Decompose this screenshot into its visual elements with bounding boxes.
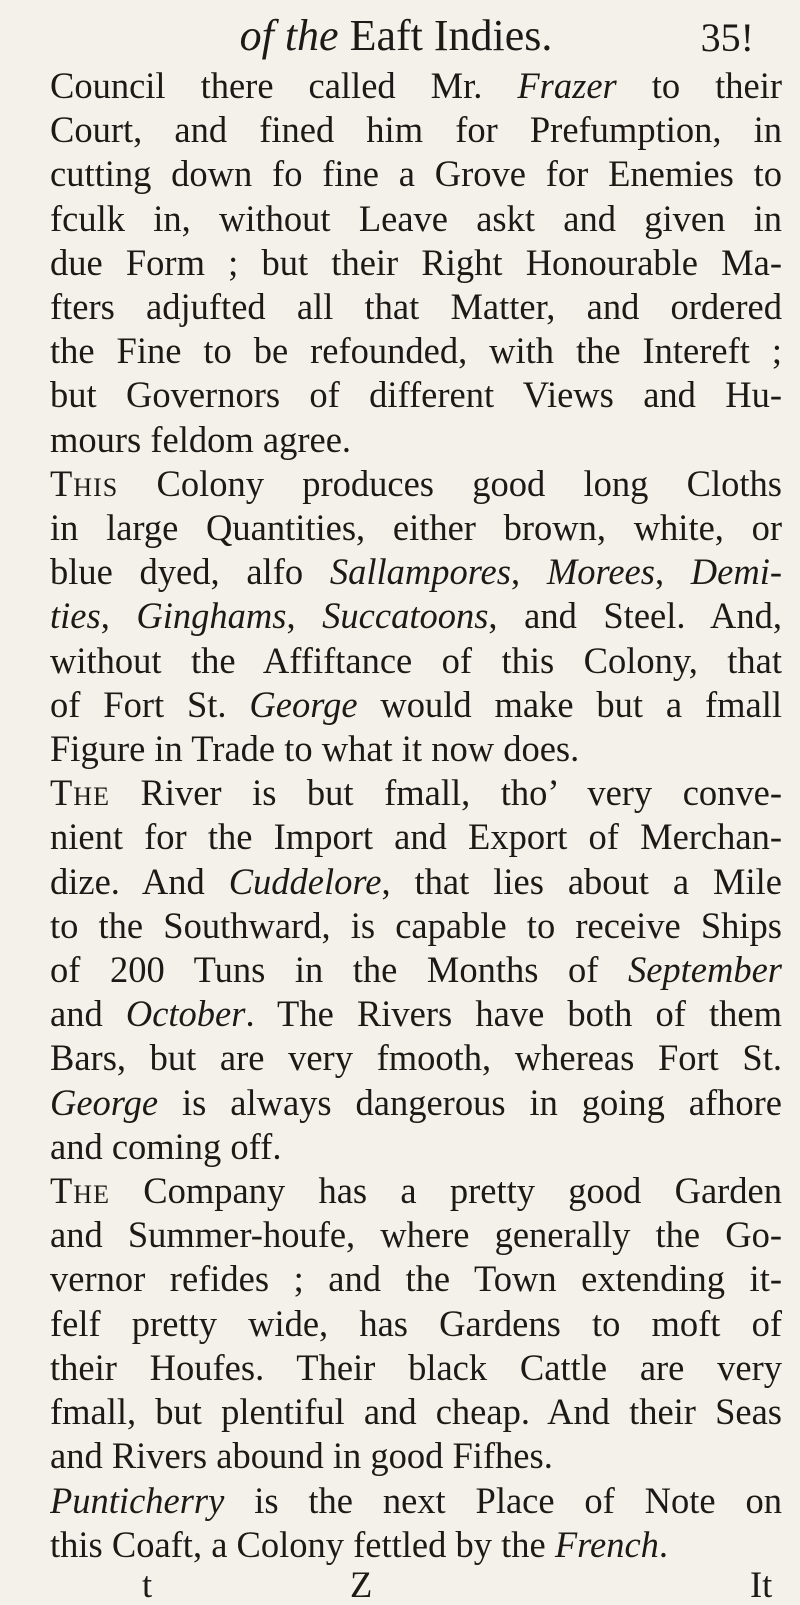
- text-run: and Rivers abound in good Fifhes.: [50, 1435, 553, 1477]
- text-run: River is but fmall, tho’ very conve-: [109, 772, 782, 814]
- text-line: [50, 1434, 782, 1478]
- text-run: to their: [616, 65, 782, 106]
- small-caps-run: This: [50, 462, 119, 504]
- text-line: [50, 285, 782, 329]
- text-line: [50, 860, 782, 904]
- text-run: ,: [286, 595, 323, 637]
- text-line: [50, 1523, 782, 1567]
- text-run: Figure in Trade to what it now does.: [50, 728, 580, 770]
- running-head: [50, 0, 782, 62]
- running-title-italic: of the: [239, 11, 339, 60]
- text-line: [50, 1257, 782, 1301]
- text-line: [50, 329, 782, 373]
- text-run: ,: [510, 551, 547, 593]
- text-line: [50, 1302, 782, 1346]
- text-run: to the Southward, is capable to receive Ships: [50, 904, 782, 946]
- running-title: [50, 11, 782, 60]
- body-text: [50, 64, 782, 1567]
- text-line: [50, 771, 782, 815]
- text-line: [50, 373, 782, 417]
- signature-letter: Z: [350, 1563, 373, 1605]
- text-run: is the next Place of Note on: [224, 1479, 782, 1521]
- text-line: [50, 904, 782, 948]
- italic-run: George: [50, 1081, 159, 1123]
- text-line: [50, 1125, 782, 1169]
- text-run: of 200 Tuns in the Months of: [50, 949, 628, 991]
- text-run: fters adjufted all that Matter, and ordered: [50, 286, 782, 328]
- text-line: [50, 727, 782, 771]
- text-line: [50, 594, 782, 638]
- text-run: dize. And: [50, 860, 229, 902]
- italic-run: French: [554, 1523, 659, 1565]
- text-line: [50, 506, 782, 550]
- text-run: vernor refides ; and the Town extending it-: [50, 1258, 782, 1300]
- text-run: Colony produces good long Cloths: [118, 462, 782, 504]
- italic-run: Ginghams: [136, 595, 287, 637]
- italic-run: George: [249, 683, 358, 725]
- text-run: ,: [654, 551, 691, 593]
- text-line: [50, 241, 782, 285]
- text-run: fculk in, without Leave askt and given in: [50, 197, 782, 239]
- text-run: but Governors of different Views and Hu-: [50, 374, 782, 416]
- text-run: Council there called Mr.: [50, 65, 518, 106]
- text-run: this Coaft, a Colony fettled by the: [50, 1523, 555, 1565]
- text-line: [50, 1479, 782, 1523]
- italic-run: Demi-: [690, 551, 782, 593]
- text-line: [50, 152, 782, 196]
- text-run: , and Steel. And,: [488, 595, 782, 637]
- text-run: ,: [100, 595, 137, 637]
- text-run: .: [658, 1523, 669, 1565]
- small-caps-run: The: [50, 1170, 110, 1212]
- text-line: [50, 948, 782, 992]
- text-run: mours feldom agree.: [50, 418, 352, 460]
- italic-run: Punticherry: [50, 1479, 225, 1521]
- text-line: [50, 683, 782, 727]
- text-run: in large Quantities, either brown, white, or: [50, 507, 782, 549]
- text-line: [50, 992, 782, 1036]
- text-run: Company has a pretty good Garden: [109, 1170, 782, 1212]
- text-line: [50, 64, 782, 108]
- text-line: [50, 1036, 782, 1080]
- text-line: [50, 639, 782, 683]
- text-line: [50, 108, 782, 152]
- text-line: [50, 1213, 782, 1257]
- small-caps-run: The: [50, 772, 110, 814]
- text-run: of Fort St.: [50, 683, 250, 725]
- text-run: fmall, but plentiful and cheap. And their Seas: [50, 1391, 782, 1433]
- running-title-roman: Eaft Indies.: [349, 11, 553, 60]
- italic-run: ties: [50, 595, 101, 637]
- text-line: [50, 197, 782, 241]
- italic-run: October: [125, 993, 246, 1035]
- text-line: [50, 550, 782, 594]
- text-run: Bars, but are very fmooth, whereas Fort St.: [50, 1037, 782, 1079]
- italic-run: Morees: [546, 551, 655, 593]
- page-number: 35!: [700, 15, 754, 60]
- italic-run: September: [627, 949, 782, 991]
- text-line: [50, 1390, 782, 1434]
- text-line: [50, 1346, 782, 1390]
- text-run: and Summer-houfe, where generally the Go-: [50, 1214, 782, 1256]
- catchword: It: [750, 1563, 773, 1605]
- text-run: the Fine to be refounded, with the Intereft ;: [50, 330, 782, 372]
- text-line: [50, 1169, 782, 1213]
- italic-run: Succatoons: [322, 595, 489, 637]
- text-line: [50, 418, 782, 462]
- text-run: blue dyed, alfo: [50, 551, 330, 593]
- signature-mark: t: [142, 1563, 153, 1605]
- italic-run: Sallampores: [329, 551, 511, 593]
- text-run: would make but a fmall: [357, 683, 782, 725]
- italic-run: Frazer: [517, 65, 617, 106]
- text-run: nient for the Import and Export of Merchan-: [50, 816, 782, 858]
- text-line: [50, 815, 782, 859]
- text-run: due Form ; but their Right Honourable Ma-: [50, 241, 782, 283]
- text-run: without the Affiftance of this Colony, that: [50, 639, 782, 681]
- text-run: cutting down fo fine a Grove for Enemies to: [50, 153, 782, 195]
- italic-run: Cuddelore: [228, 860, 382, 902]
- text-run: , that lies about a Mile: [381, 860, 782, 902]
- text-run: felf pretty wide, has Gardens to moft of: [50, 1302, 782, 1344]
- text-run: Court, and fined him for Prefumption, in: [50, 109, 782, 151]
- text-run: and coming off.: [50, 1125, 282, 1167]
- text-run: is always dangerous in going afhore: [158, 1081, 782, 1123]
- text-run: . The Rivers have both of them: [245, 993, 782, 1035]
- text-run: their Houfes. Their black Cattle are very: [50, 1346, 782, 1388]
- text-line: [50, 1081, 782, 1125]
- text-line: [50, 462, 782, 506]
- page-footer: [50, 1565, 782, 1605]
- text-run: and: [50, 993, 126, 1035]
